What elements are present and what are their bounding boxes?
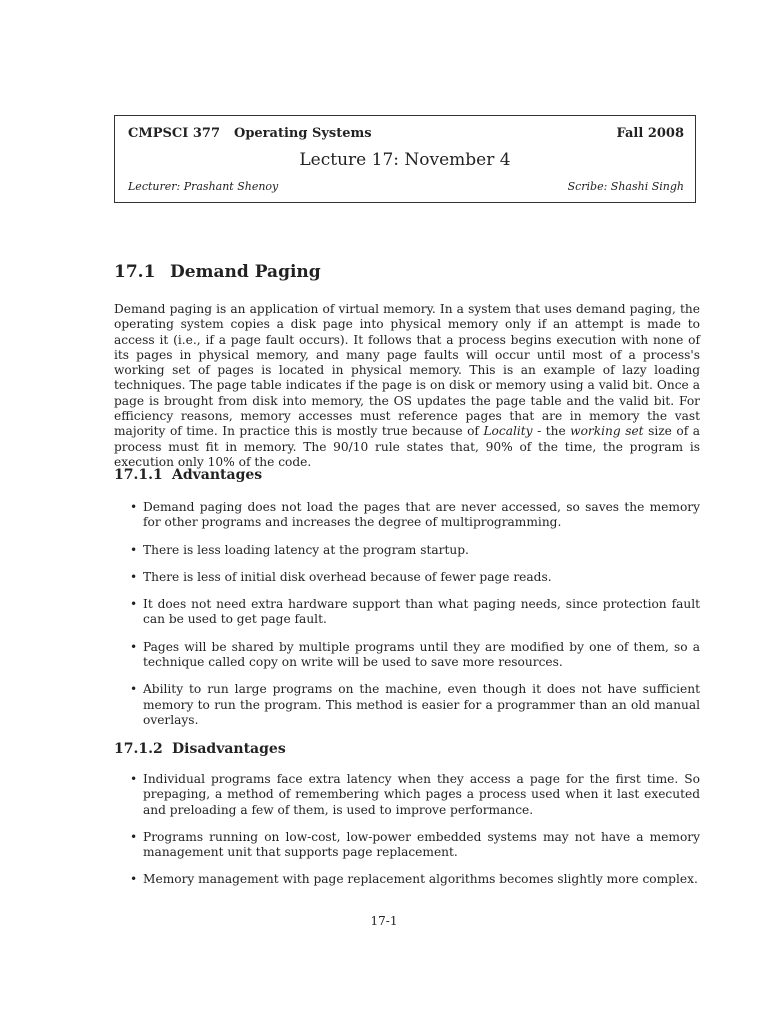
advantages-title: Advantages [172, 467, 263, 483]
section-number: 17.1 [114, 262, 156, 282]
bullet-icon: • [130, 829, 138, 844]
list-item [130, 570, 700, 585]
disadvantages-number: 17.1.2 [114, 741, 163, 757]
list-item [130, 640, 700, 671]
term: Fall 2008 [616, 126, 684, 141]
para-locality: Locality [483, 424, 533, 439]
para-text-1: Demand paging is an application of virtual memory. In a system that uses demand paging, the operating system copies a disk page into physical memory only if an attempt is made to access it (i.e., if a page fault occurs). It follows that a process begins execution with none of its pages in physical memory, and many page faults will occur until most of a process's working set of pages is located in physical memory. This is an example of lazy loading techniques. The page table indicates if the page is on disk or memory using a valid bit. Once a page is brought from disk into memory, the OS updates the page table and the valid bit. For efficiency reasons, memory accesses must reference pages that are in memory the vast majority of time. In practice this is mostly true because of [114, 302, 700, 439]
section-heading [114, 262, 321, 282]
disadvantages-heading [114, 741, 286, 757]
scribe: Scribe: Shashi Singh [567, 180, 684, 193]
advantages-number: 17.1.1 [114, 467, 163, 483]
section-title: Demand Paging [170, 262, 321, 282]
disadvantages-title: Disadvantages [172, 741, 286, 757]
bullet-icon: • [130, 872, 138, 887]
list-item-text: Individual programs face extra latency when they access a page for the first time. So prepaging, a method of remembering which pages a process used when it last executed and preloading a few of them, is used to improve performance. [143, 772, 700, 817]
list-item-text: It does not need extra hardware support than what paging needs, since protection fault can be used to get page fault. [143, 597, 700, 627]
para-working-set: working set [570, 424, 644, 439]
page-number: 17-1 [370, 914, 398, 928]
list-item-text: Ability to run large programs on the machine, even though it does not have sufficient memory to run the program. This method is easier for a programmer than an old manual overlays. [143, 682, 700, 727]
course-code: CMPSCI 377 [128, 126, 220, 141]
bullet-icon: • [130, 597, 138, 612]
bullet-icon: • [130, 569, 138, 584]
lecture-header-box [114, 115, 696, 203]
list-item [130, 872, 700, 887]
bullet-icon: • [130, 500, 138, 514]
disadvantages-list [130, 772, 700, 900]
list-item-text: Demand paging does not load the pages that are never accessed, so saves the memory for other programs and increases the degree of multiprogramming. [143, 500, 700, 530]
list-item [130, 543, 700, 558]
para-text-2: - the [532, 424, 571, 439]
list-item [130, 500, 700, 531]
list-item [130, 682, 700, 728]
bullet-icon: • [130, 682, 138, 697]
list-item-text: Memory management with page replacement algorithms becomes slightly more complex. [143, 872, 698, 887]
bullet-icon: • [130, 772, 138, 786]
section-paragraph [114, 302, 700, 470]
advantages-list [130, 500, 700, 740]
bullet-icon: • [130, 542, 138, 557]
lecturer: Lecturer: Prashant Shenoy [128, 180, 279, 193]
list-item-text: There is less loading latency at the program startup. [143, 542, 469, 557]
course-line [128, 126, 372, 141]
list-item [130, 772, 700, 818]
advantages-heading [114, 467, 262, 483]
list-item-text: Programs running on low-cost, low-power embedded systems may not have a memory management unit that supports page replacement. [143, 829, 700, 860]
list-item [130, 597, 700, 628]
bullet-icon: • [130, 639, 138, 654]
lecture-title: Lecture 17: November 4 [299, 150, 511, 170]
list-item-text: Pages will be shared by multiple programs until they are modified by one of them, so a technique called copy on write will be used to save more resources. [143, 639, 700, 670]
list-item-text: There is less of initial disk overhead because of fewer page reads. [143, 569, 552, 584]
course-subject: Operating Systems [234, 126, 372, 141]
para-text-3: size of a process must fit in memory. The 90/10 rule states that, 90% of the time, the program is execution only 10% of the code. [114, 424, 700, 469]
list-item [130, 830, 700, 861]
